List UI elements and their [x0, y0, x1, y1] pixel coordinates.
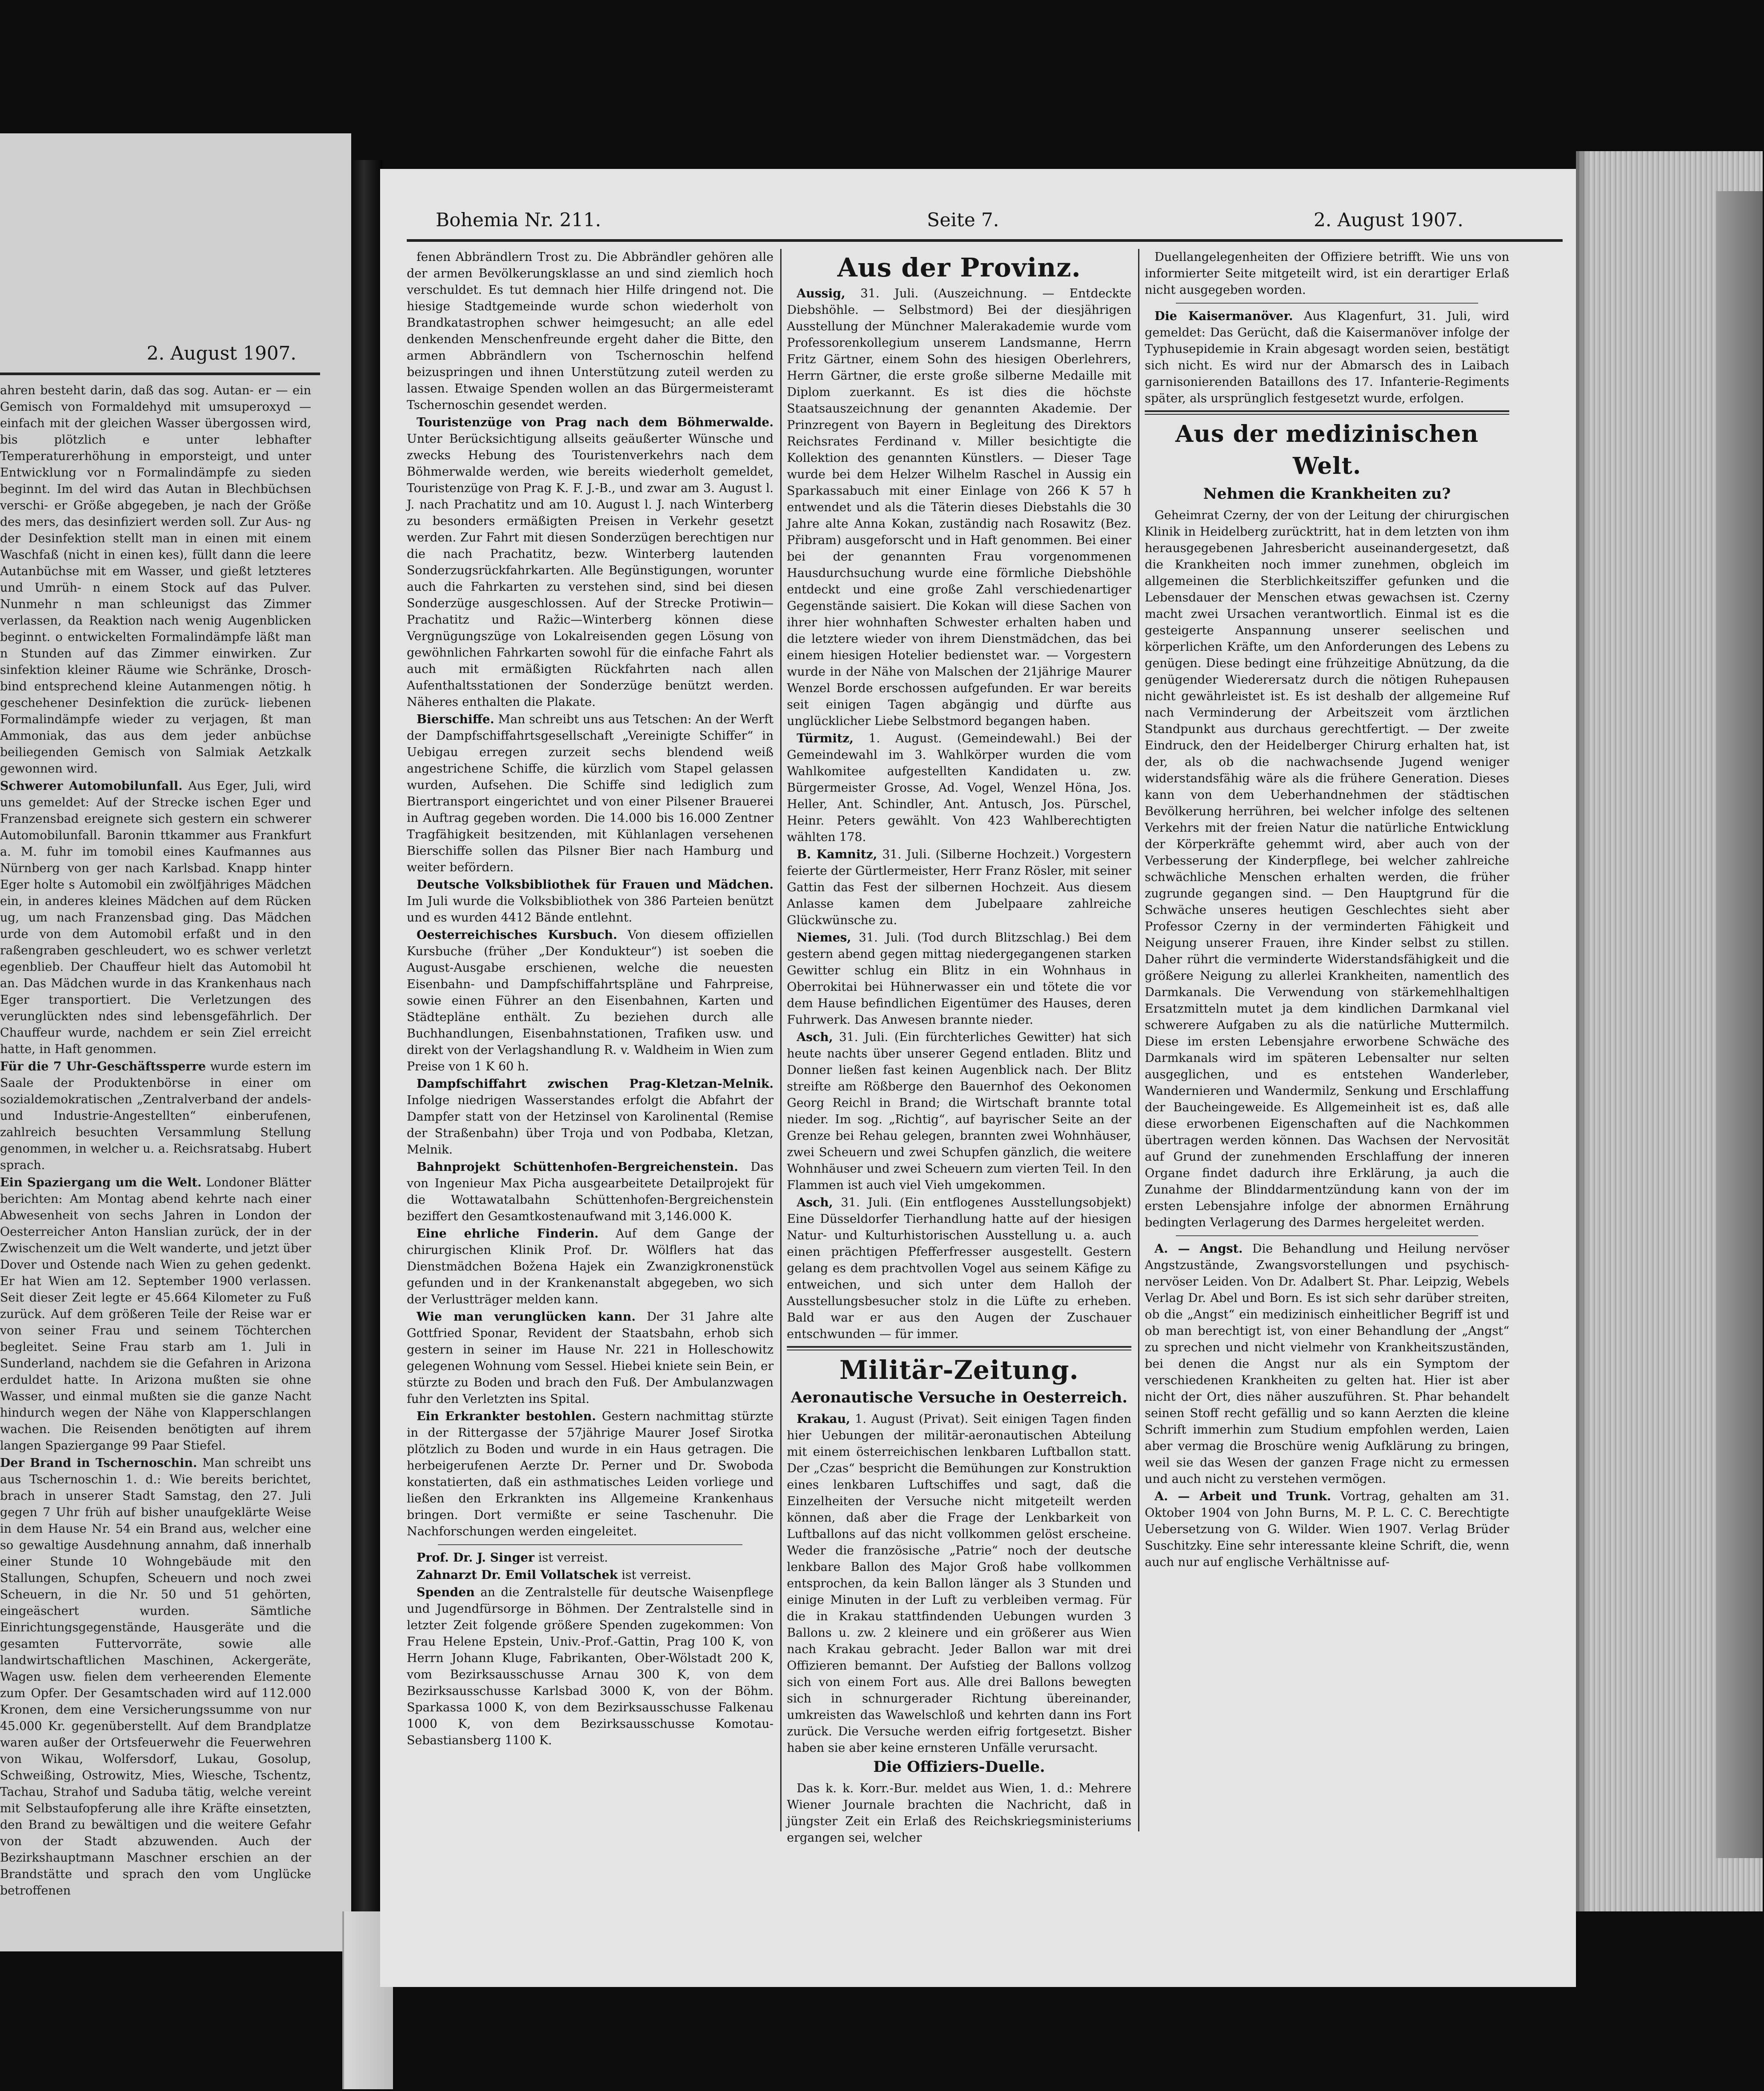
left-page-text [0, 382, 311, 2027]
left-page [0, 133, 351, 1951]
article: Ein Erkrankter bestohlen. Gestern nachmittag stürzte in der Rittergasse der 57jährige Maurer Josef Sirotka plötzlich zu Boden und wurde in ein Haus getragen. Die herbeigerufenen Aerzte Dr. Perner und Dr. Swoboda konstatierten, daß ein asthmatisches Leiden vorliege und ließen den Erkrankten ins Allgemeine Krankenhaus bringen. Dort vermißte er seine Taschenuhr. Die Nachforschungen werden eingeleitet. [407, 1410, 774, 1538]
left-paragraph: ahren besteht darin, daß das sog. Autan- er — ein Gemisch von Formaldehyd mit umsuperoxyd — einfach mit der gleichen Wasser übergossen wird, bis plötzlich e unter lebhafter Temperaturerhöhung in emporsteigt, und unter Entwicklung vor n Formalindämpfe zu sieden beginnt. Im del wird das Autan in Blechbüchsen verschi- er Größe abgegeben, je nach der Größe des mers, das desinfiziert werden soll. Zur Aus- ng der Desinfektion stellt man in einen mit einem Waschfaß (nicht in einen kes), füllt dann die leere Autanbüchse mit em Wasser, und gießt letzteres und Umrüh- n einem Stock auf das Pulver. Nunmehr n man schleunigst das Zimmer verlassen, da Reaktion nach wenig Augenblicken beginnt. o entwickelten Formalindämpfe läßt man n Stunden auf das Zimmer einwirken. Zur sinfektion kleiner Räume wie Schränke, Drosch- bind entsprechend kleine Autanmengen nötig. h geschehener Desinfektion die zurück- liebenen Formalindämpfe wieder zu verjagen, ßt man Ammoniak, das aus dem jeder anbüchse beiliegenden Gemisch von Salmiak Aetzkalk gewonnen wird. [0, 384, 311, 776]
left-paragraph: Für die 7 Uhr-Geschäftssperre wurde estern im Saale der Produktenbörse in einer om sozialdemokratischen „Zentralverband der andels- und Industrie-Angestellten“ einberufenen, zahlreich besuchten Versammlung Stellung genommen, in welcher u. a. Reichsratsabg. Hubert sprach. [0, 1060, 311, 1172]
article: B. Kamnitz, 31. Juli. (Silberne Hochzeit.) Vorgestern feierte der Gürtlermeister, Herr Franz Rösler, mit seiner Gattin das Fest der silbernen Hochzeit. Aus diesem Anlasse kamen dem Jubelpaare zahlreiche Glückwünsche zu. [787, 848, 1131, 927]
notice: Zahnarzt Dr. Emil Vollatschek ist verreist. [417, 1568, 691, 1582]
section-title-militaer: Militär-Zeitung. [839, 1355, 1079, 1385]
separator [1176, 303, 1478, 304]
page-date: 2. August 1907. [1314, 209, 1463, 231]
page-edge-shadow [1576, 151, 1589, 1911]
article: Türmitz, 1. August. (Gemeindewahl.) Bei der Gemeindewahl im 3. Wahlkörper wurden die vom Wahlkomitee aufgestellten Kandidaten u. zw. Bürgermeister Grosse, Ad. Vogel, Wenzel Höna, Jos. Heller, Ant. Schindler, Ant. Antusch, Jos. Pürschel, Heinr. Peters gewählt. Von 423 Wahlberechtigten wählten 178. [787, 732, 1131, 844]
section-subtitle-aeronautik: Aeronautische Versuche in Oesterreich. [790, 1389, 1128, 1406]
article: Niemes, 31. Juli. (Tod durch Blitzschlag.) Bei dem gestern abend gegen mittag niedergegangenen starken Gewitter schlug ein Blitz in ein Wohnhaus in Oberrokitai bei Hühnerwasser ein und tötete die vor dem Hause befindlichen Eigentümer des Hauses, deren Fuhrwerk. Das Anwesen brannte nieder. [787, 931, 1131, 1027]
article: Oesterreichisches Kursbuch. Von diesem offiziellen Kursbuche (früher „Der Kondukteur“) ist soeben die August-Ausgabe erschienen, welche die neuesten Eisenbahn- und Dampfschiffahrtspläne und Fahrpreise, sowie einen Führer an den Eisenbahnen, Karten und Städtepläne enthält. Zu beziehen durch alle Buchhandlungen, Eisenbahnstationen, Trafiken usw. und direkt von der Verlagshandlung R. v. Waldheim in Wien zum Preise von 1 K 60 h. [407, 928, 774, 1074]
left-paragraph: Der Brand in Tschernoschin. Man schreibt uns aus Tschernoschin 1. d.: Wie bereits berichtet, brach in unserer Stadt Samstag, den 27. Juli gegen 7 Uhr früh auf bisher unaufgeklärte Weise in dem Hause Nr. 54 ein Brand aus, welcher eine so gewaltige Ausdehnung annahm, daß innerhalb einer Stunde 10 Wohngebäude mit den Stallungen, Schupfen, Scheuern und noch zwei Scheuern, in die Nr. 50 und 51 gehörten, eingeäschert wurden. Sämtliche Einrichtungsgegenstände, Hausgeräte und die gesamten Futtervorräte, sowie alle landwirtschaftlichen Maschinen, Ackergeräte, Wagen usw. fielen dem verheerenden Elemente zum Opfer. Der Gesamtschaden wird auf 112.000 Kronen, dem eine Versicherungssumme von nur 45.000 Kr. gegenüberstellt. Auf dem Brandplatze waren außer der Ortsfeuerwehr die Feuerwehren von Wikau, Wolfersdorf, Lukau, Gosolup, Schweißing, Ostrowitz, Mies, Wiesche, Tschentz, Tachau, Strahof und Saduba tätig, welche vereint mit Selbstaufopferung alle ihre Kräfte einsetzten, den Brand zu bewältigen und die weitere Gefahr von der Stadt abzuwenden. Auch der Bezirkshauptmann Maschner erschien an der Brandstätte und sprach den vom Unglücke betroffenen [0, 1456, 311, 1898]
article: Bierschiffe. Man schreibt uns aus Tetschen: An der Werft der Dampfschiffahrtsgesellschaft „Vereinigte Schiffer“ in Uebigau erregen zurzeit sechs blendend weiß angestrichene Schiffe, die kürzlich vom Stapel gelassen wurden, Aufsehen. Die Schiffe sind lediglich zum Biertransport eingerichtet und von einer Pilsener Brauerei in Auftrag gegeben worden. Die 14.000 bis 16.000 Zentner Tragfähigkeit besitzenden, mit Kühlanlagen versehenen Bierschiffe sollen das Pilsner Bier nach Hamburg und weiter befördern. [407, 713, 774, 874]
column-rule [780, 249, 782, 1831]
left-page-date: 2. August 1907. [147, 342, 297, 364]
left-header-rule [0, 373, 320, 375]
column-rule [1138, 249, 1139, 1831]
notice: Prof. Dr. J. Singer ist verreist. [417, 1551, 608, 1565]
section-title-provinz: Aus der Provinz. [837, 252, 1081, 283]
book-review: A. — Arbeit und Trunk. Vortrag, gehalten am 31. Oktober 1904 von John Burns, M. P. L. C. C. Berechtigte Uebersetzung von G. Wilder. Wien 1907. Verlag Brüder Suschitzky. Eine sehr interessante kleine Schrift, die, wenn auch nur auf englische Verhältnisse auf- [1145, 1490, 1509, 1569]
article: Die Kaisermanöver. Aus Klagenfurt, 31. Juli, wird gemeldet: Das Gerücht, daß die Kaisermanöver infolge der Typhusepidemie in Krain abgesagt worden seien, bestätigt sich nicht. Es wird nur der Abmarsch des in Laibach garnisonierenden Bataillons des 17. Infanterie-Regiments später, als ursprünglich festgesetzt wurde, erfolgen. [1145, 309, 1509, 405]
separator [1176, 1235, 1478, 1236]
article: fenen Abbrändlern Trost zu. Die Abbrändler gehören alle der armen Bevölkerungsklasse an und sind ziemlich hoch verschuldet. Es tut demnach hier Hilfe dringend not. Die hiesige Stadtgemeinde wurde schon wiederholt von Brandkatastrophen schwer heimgesucht; an alle edel denkenden Menschenfreunde ergeht daher die Bitte, den armen Abbrändlern von Tschernoschin helfend beizuspringen und ihnen Unterstützung zuteil werden zu lassen. Etwaige Spenden wollen an das Bürgermeisteramt Tschernoschin gesendet werden. [407, 250, 774, 412]
section-subtitle-krankheiten: Nehmen die Krankheiten zu? [1203, 485, 1451, 503]
article: Deutsche Volksbibliothek für Frauen und Mädchen. Im Juli wurde die Volksbibliothek von 386 Parteien benützt und es wurden 4412 Bände entlehnt. [407, 878, 774, 925]
article: Aussig, 31. Juli. (Auszeichnung. — Entdeckte Diebshöhle. — Selbstmord) Bei der diesjährigen Ausstellung der Münchner Malerakademie wurde vom Professorenkollegium unserem Landsmanne, Herrn Fritz Gärtner, einem Sohn des hiesigen Oberlehrers, Herrn Gärtner, die erste große silberne Medaille mit Diplom zuerkannt. Es ist dies die höchste Staatsauszeichnung der genannten Akademie. Der Prinzregent von Bayern in Begleitung des Direktors Reichsrates Ferdinand v. Miller besichtigte die Kollektion des genannten Künstlers. — Dieser Tage wurde bei dem Helzer Wilhelm Raschel in Aussig ein Sparkassabuch mit einer Einlage von 266 K 57 h entwendet und als die Täterin dieses Diebstahls die 30 Jahre alte Anna Kokan, zuständig nach Rosawitz (Bez. Přibram) ausgeforscht und in Haft genommen. Bei einer bei der genannten Frau vorgenommenen Hausdurchsuchung wurde eine förmliche Diebshöhle entdeckt und eine große Zahl verschiedenartiger Gegenstände saisiert. Die Kokan will diese Sachen von ihrer hier wohnhaften Schwester erhalten haben und die letztere wieder von ihrem Dienstmädchen, das bei einem hiesigen Hotelier bedienstet war. — Vorgestern wurde in der Nähe von Malschen der 21jährige Maurer Wenzel Borde erschossen aufgefunden. Er war bereits seit einigen Tagen abgängig und dürfte aus unglücklicher Liebe Selbstmord begangen haben. [787, 287, 1131, 728]
column-2 [787, 249, 1131, 1845]
separator [438, 1544, 742, 1545]
page-number: Seite 7. [927, 209, 999, 231]
article: Asch, 31. Juli. (Ein entflogenes Ausstellungsobjekt) Eine Düsseldorfer Tierhandlung hatte auf der hiesigen Natur- und Kulturhistorischen Ausstellung u. a. auch einen prächtigen Pfefferfresser ausgestellt. Gestern gelang es dem prachtvollen Vogel aus seinem Käfige zu entweichen, und sich unter dem Halloh der Ausstellungsbesucher stolz in die Lüfte zu erheben. Bald war er aus den Augen der Zuschauer entschwunden — für immer. [787, 1196, 1131, 1341]
left-paragraph: Ein Spaziergang um die Welt. Londoner Blätter berichten: Am Montag abend kehrte nach einer Abwesenheit von sechs Jahren in London der Oesterreicher Anton Hanslian zurück, der in der Zwischenzeit um die Welt wanderte, und jetzt über Dover und Ostende nach Wien zu gehen gedenkt. Er hat Wien am 12. September 1900 verlassen. Seit dieser Zeit legte er 45.664 Kilometer zu Fuß zurück. Auf dem größeren Teile der Reise war er von seiner Frau und seinem Töchterchen begleitet. Seine Frau starb am 1. Juli in Sunderland, nachdem sie die Gefahren in Arizona erduldet hatte. In Arizona mußten sie ohne Wasser, und einmal mußten sie die ganze Nacht hindurch wegen der Nähe von Klapperschlangen wachen. Die Reisenden benötigten auf ihrem langen Spaziergange 99 Paar Stiefel. [0, 1176, 311, 1453]
article: Wie man verunglücken kann. Der 31 Jahre alte Gottfried Sponar, Revident der Staatsbahn, erhob sich gestern in seiner im Hause Nr. 221 in Holleschowitz gelegenen Wohnung vom Sessel. Hiebei kniete sein Bein, er stürzte zu Boden und brach den Fuß. Der Ambulanzwagen fuhr den Verletzten ins Spital. [407, 1310, 774, 1406]
article: Duellangelegenheiten der Offiziere betrifft. Wie uns von informierter Seite mitgeteilt wird, ist ein derartiger Erlaß nicht ausgegeben worden. [1145, 250, 1509, 297]
subtitle-duelle: Die Offiziers-Duelle. [873, 1758, 1045, 1776]
article: Das k. k. Korr.-Bur. meldet aus Wien, 1. d.: Mehrere Wiener Journale brachten die Nachricht, daß in jüngster Zeit ein Erlaß des Reichskriegsministeriums ergangen sei, welcher [787, 1782, 1131, 1845]
section-rule [787, 1346, 1131, 1350]
notice: Spenden an die Zentralstelle für deutsche Waisenpflege und Jugendfürsorge in Böhmen. Der Zentralstelle sind in letzter Zeit folgende größere Spenden zugekommen: Von Frau Helene Epstein, Univ.-Prof.-Gattin, Prag 100 K, von Herrn Johann Kluge, Fabrikanten, Ober-Wölstadt 200 K, vom Bezirksausschusse Arnau 300 K, von dem Bezirksausschusse Karlsbad 3000 K, von der Böhm. Sparkassa 1000 K, von dem Bezirksausschusse Falkenau 1000 K, von dem Bezirksausschusse Komotau-Sebastiansberg 1100 K. [407, 1586, 774, 1747]
article: Krakau, 1. August (Privat). Seit einigen Tagen finden hier Uebungen der militär-aeronautischen Abteilung mit einem österreichischen lenkbaren Luftballon statt. Der „Czas“ bespricht die Bemühungen zur Konstruktion eines lenkbaren Luftschiffes und sagt, daß die Einzelheiten der Versuche nicht mitgeteilt werden können, daß aber die Frage der Lenkbarkeit von Luftballons auf das nicht vollkommen gelöst erscheine. Weder die französische „Patrie“ noch der deutsche lenkbare Ballon des Major Groß habe vollkommen entsprochen, da kein Ballon länger als 3 Stunden und einige Minuten in der Luft zu verbleiben vermag. Für die in Krakau stattfindenden Uebungen wurden 3 Ballons u. zw. 2 kleinere und ein größerer aus Wien nach Krakau gebracht. Jeder Ballon war mit drei Offizieren bemannt. Der Aufstieg der Ballons vollzog sich von einem Fort aus. Alle drei Ballons bewegten sich in schnurgerader Richtung übereinander, umkreisten das Wawelschloß und kehrten dann ins Fort zurück. Die Versuche werden eifrig fortgesetzt. Bisher haben sie aber keine ernsteren Unfälle verursacht. [787, 1412, 1131, 1755]
left-paragraph: Schwerer Automobilunfall. Aus Eger, Juli, wird uns gemeldet: Auf der Strecke ischen Eger und Franzensbad ereignete sich gestern ein schwerer Automobilunfall. Baronin ttkammer aus Frankfurt a. M. fuhr im tomobil eines Kaufmannes aus Nürnberg von ger nach Karlsbad. Knapp hinter Eger holte s Automobil ein zwölfjähriges Mädchen ein, in anderes kleines Mädchen auf dem Rücken ug, um nach Franzensbad ging. Das Mädchen urde von dem Automobil erfaßt und in den raßengraben geschleudert, wo es schwer verletzt egenblieb. Der Chauffeur hielt das Automobil ht an. Das Mädchen wurde in das Krankenhaus nach Eger transportiert. Die Verletzungen des verunglückten ndes sind lebensgefährlich. Der Chauffeur wurde, nachdem er sein Ziel erreicht hatte, in Haft genommen. [0, 779, 311, 1056]
article: Eine ehrliche Finderin. Auf dem Gange der chirurgischen Klinik Prof. Dr. Wölflers hat das Dienstmädchen Božena Hajek ein Zwanzigkronenstück gefunden und in der Krankenanstalt abgegeben, wo sich der Verlustträger melden kann. [407, 1227, 774, 1306]
article: Dampfschiffahrt zwischen Prag-Kletzan-Melnik. Infolge niedrigen Wasserstandes erfolgt die Abfahrt der Dampfer statt von der Hetzinsel von Karolinental (Remise der Straßenbahn) über Troja und von Podbaba, Kletzan, Melnik. [407, 1077, 774, 1157]
column-3 [1145, 249, 1509, 1831]
book-review: A. — Angst. Die Behandlung und Heilung nervöser Angstzustände, Zwangsvorstellungen und psychisch-nervöser Leiden. Von Dr. Adalbert St. Phar. Leipzig, Webels Verlag Dr. Abel und Born. Es ist sich sehr darüber streiten, ob die „Angst“ ein medizinisch einheitlicher Begriff ist und ob man berechtigt ist, von einer Behandlung der „Angst“ zu sprechen und nicht vielmehr von Krankheitszuständen, bei denen die Angst nur als ein Symptom der verschiedenen Krankheiten zu gelten hat. Hier ist aber nicht der Ort, dies näher auszuführen. St. Phar behandelt seinen Stoff recht gefällig und so kann Aerzten die kleine Schrift immerhin zum Studium empfohlen werden, Laien aber vermag die Broschüre wenig Aufklärung zu bringen, weil sie das Wesen der ganzen Frage nicht zu ermessen und auch nicht zu verstehen vermögen. [1145, 1242, 1509, 1486]
section-title-medizin: Aus der medizinischen Welt. [1175, 421, 1479, 480]
paper-issue: Bohemia Nr. 211. [436, 209, 601, 231]
right-page [380, 169, 1576, 1987]
header-rule [407, 239, 1563, 242]
article: Touristenzüge von Prag nach dem Böhmerwalde. Unter Berücksichtigung allseits geäußerter Wünsche und zwecks Hebung des Touristenverkehrs nach dem Böhmerwalde werden, wie bereits wiederholt gemeldet, Touristenzüge von Prag K. F. J.-B., und zwar am 3. August l. J. nach Prachatitz und am 10. August l. J. nach Winterberg zu besonders ermäßigten Preisen in Verkehr gesetzt werden. Zur Fahrt mit diesen Sonderzügen berechtigen nur die nach Prachatitz, bezw. Winterberg lautenden Sonderzugsrückfahrkarten. Alle Begünstigungen, worunter auch die Fahrkarten zu verstehen sind, sind bei diesen Sonderzüge ausgeschlossen. Auf der Strecke Protiwin—Prachatitz und Ražic—Winterberg können diese Vergnügungszüge von Lokalreisenden gegen Lösung von gewöhnlichen Fahrkarten sowohl für die einfache Fahrt als auch mit ermäßigten Rückfahrten nach allen Aufenthaltsstationen der Sonderzüge benützt werden. Näheres enthalten die Plakate. [407, 416, 774, 709]
section-rule [1145, 410, 1509, 415]
article: Asch, 31. Juli. (Ein fürchterliches Gewitter) hat sich heute nachts über unserer Gegend entladen. Blitz und Donner ließen fast keinen Augenblick nach. Der Blitz streifte am Rößberge den Bauernhof des Oekonomen Georg Reichl in Brand; die Wirtschaft brannte total nieder. Im sog. „Richtig“, auf bayrischer Seite an der Grenze bei Rehau gelegen, brannten zwei Wohnhäuser, zwei Scheuern und zwei Schupfen gänzlich, die weitere Wohnhäuser und zwei Scheuern zum vierten Teil. In den Flammen ist auch viel Vieh umgekommen. [787, 1030, 1131, 1192]
article: Geheimrat Czerny, der von der Leitung der chirurgischen Klinik in Heidelberg zurücktritt, hat in dem letzten von ihm herausgegebenen Jahresbericht auseinandergesetzt, daß die Krankheiten noch immer zunehmen, obgleich im allgemeinen die Sterblichkeitsziffer gefunken und die Lebensdauer der Menschen etwas gewachsen ist. Czerny macht zwei Ursachen verantwortlich. Einmal ist es die gesteigerte Anspannung unserer seelischen und körperlichen Kräfte, um den Anforderungen des Lebens zu genügen. Diese bedingt eine frühzeitige Abnützung, da die genügender Wiederersatz durch die nötigen Ruhepausen nicht gewährleistet ist. Es ist deshalb der allgemeine Ruf nach Verminderung der Arbeitszeit vom ärztlichen Standpunkt aus durchaus gerechtfertigt. — Der zweite Eindruck, den der Heidelberger Chirurg erhalten hat, ist der, als ob die nachwachsende Jugend weniger widerstandsfähig wäre als die frühere Generation. Dieses kann von dem Ueberhandnehmen der städtischen Bevölkerung herrühren, bei welcher infolge des seltenen Verkehrs mit der freien Natur die natürliche Entwicklung der Körperkräfte gehemmt wird, aber auch von der Verbesserung der Kinderpflege, bei welcher zahlreiche schwächliche Menschen erhalten werden, die früher zugrunde gegangen sind. — Den Hauptgrund für die Schwäche unseres heutigen Geschlechtes sieht aber Professor Czerny in der verminderten Fähigkeit und Neigung unserer Frauen, ihre Kinder selbst zu stillen. Daher rührt die verminderte Widerstandsfähigkeit und die größere Neigung zu allerlei Krankheiten, namentlich des Darmkanals. Die Verwendung von stärkemehlhaltigen Ersatzmitteln mutet ja dem kindlichen Darmkanal viel schwerere Aufgaben zu als die natürliche Muttermilch. Diese im ersten Lebensjahre erworbene Schwäche des Darmkanals wird im späteren Lebensalter nur selten ausgeglichen, und es entstehen Wanderleber, Wandernieren und Wandermilz, Senkung und Erschlaffung der Baucheingeweide. Es Allgemeinheit ist es, daß alle diese erworbenen Eigenschaften auf die Nachkommen übertragen werden können. Das Wachsen der Nervosität auf Grund der zunehmenden Erschlaffung der inneren Organe findet dadurch ihre Erklärung, ja auch die Zunahme der Blinddarmentzündung kann von der im ersten Lebensjahre infolge der abnormen Ernährung bedingten Verlagerung des Darmes hergeleitet werden. [1145, 509, 1509, 1230]
article: Bahnprojekt Schüttenhofen-Bergreichenstein. Das von Ingenieur Max Picha ausgearbeitete Detailprojekt für die Wottawatalbahn Schüttenhofen-Bergreichenstein beziffert den Gesamtkostenaufwand mit 3,146.000 K. [407, 1160, 774, 1223]
book-gutter [351, 160, 382, 2027]
book-binding [1716, 191, 1763, 1858]
column-1 [407, 249, 774, 1831]
